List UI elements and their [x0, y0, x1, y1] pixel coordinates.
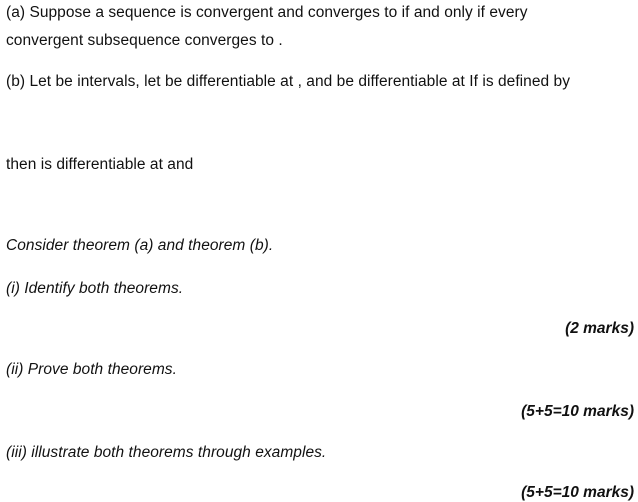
sub-question-ii-marks: (5+5=10 marks): [521, 403, 634, 420]
sub-question-i-marks: (2 marks): [565, 320, 634, 337]
sub-question-iii-marks: (5+5=10 marks): [521, 484, 634, 501]
part-a-line-2: convergent subsequence converges to .: [6, 32, 283, 49]
part-b-line-1: (b) Let be intervals, let be differentiable at , and be differentiable at If is defined by: [6, 73, 571, 90]
part-b-line-2: then is differentiable at and: [6, 156, 194, 173]
sub-question-i: (i) Identify both theorems.: [6, 280, 184, 297]
part-a-line-1: (a) Suppose a sequence is convergent and converges to if and only if every: [6, 4, 528, 21]
sub-question-iii: (iii) illustrate both theorems through examples.: [6, 444, 327, 461]
sub-question-ii: (ii) Prove both theorems.: [6, 361, 177, 378]
consider-theorems-line: Consider theorem (a) and theorem (b).: [6, 237, 274, 254]
